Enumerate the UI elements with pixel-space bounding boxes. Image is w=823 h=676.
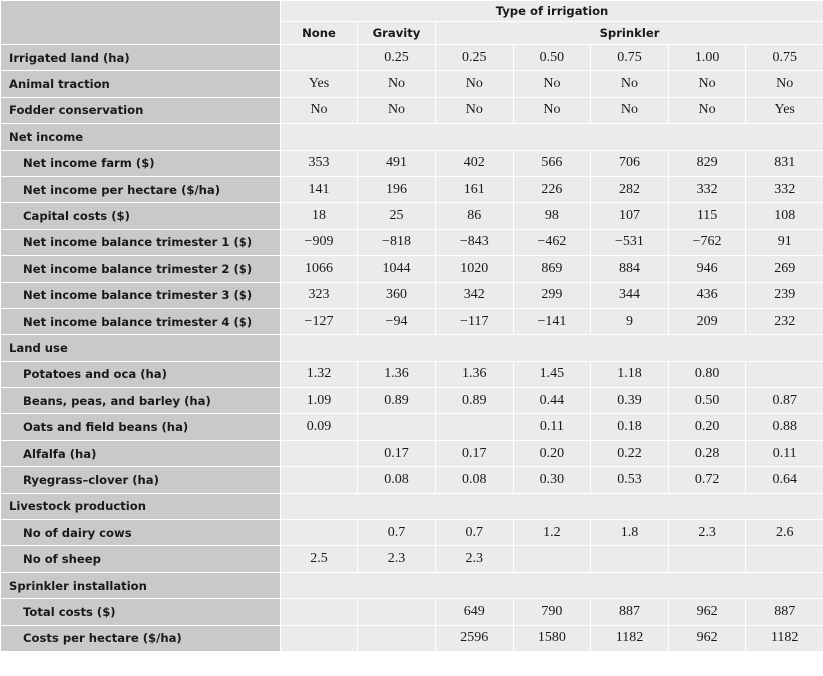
row-label: Net income balance trimester 2 ($) (1, 256, 281, 282)
table-cell (746, 361, 823, 387)
table-cell (358, 599, 436, 625)
table-cell: −909 (281, 229, 358, 255)
table-cell: 0.80 (668, 361, 746, 387)
table-cell: 196 (358, 176, 436, 202)
row-label: Oats and field beans (ha) (1, 414, 281, 440)
table-row (1, 71, 823, 97)
table-cell: 1.36 (436, 361, 514, 387)
table-cell (358, 414, 436, 440)
table-cell: Yes (281, 71, 358, 97)
row-label: Alfalfa (ha) (1, 440, 281, 466)
table-cell: 706 (591, 150, 669, 176)
table-cell: 91 (746, 229, 823, 255)
irrigation-type-heading: Type of irrigation (281, 1, 823, 22)
row-label: Ryegrass–clover (ha) (1, 467, 281, 493)
table-row (1, 440, 823, 466)
table-cell: 0.08 (358, 467, 436, 493)
table-row (1, 229, 823, 255)
row-label: Net income balance trimester 4 ($) (1, 308, 281, 334)
table-cell: 0.28 (668, 440, 746, 466)
table-cell: 269 (746, 256, 823, 282)
table-cell (281, 520, 358, 546)
row-label: Irrigated land (ha) (1, 45, 281, 71)
section-row (1, 493, 823, 519)
row-label: No of dairy cows (1, 520, 281, 546)
table-cell: 0.22 (591, 440, 669, 466)
table-cell: 332 (668, 176, 746, 202)
table-cell: −462 (513, 229, 591, 255)
table-cell (281, 45, 358, 71)
table-cell (281, 625, 358, 651)
table-row (1, 256, 823, 282)
table-cell: 0.25 (436, 45, 514, 71)
table-cell: 1182 (591, 625, 669, 651)
header-corner (1, 1, 281, 45)
table-cell (281, 599, 358, 625)
table-cell: 0.53 (591, 467, 669, 493)
table-row (1, 599, 823, 625)
table-cell: No (513, 97, 591, 123)
table-cell: 0.50 (668, 388, 746, 414)
table-cell: 2.3 (358, 546, 436, 572)
table-cell: 0.88 (746, 414, 823, 440)
table-cell: 884 (591, 256, 669, 282)
section-heading: Land use (1, 335, 281, 361)
table-cell: 790 (513, 599, 591, 625)
table-cell: 1.00 (668, 45, 746, 71)
table-cell: −141 (513, 308, 591, 334)
table-cell: 0.44 (513, 388, 591, 414)
table-cell: 1.36 (358, 361, 436, 387)
table-cell: 1066 (281, 256, 358, 282)
row-label: Costs per hectare ($/ha) (1, 625, 281, 651)
table-cell: 649 (436, 599, 514, 625)
header-row-group (1, 1, 823, 22)
table-cell: 0.20 (668, 414, 746, 440)
table-cell: No (668, 97, 746, 123)
table-cell: 491 (358, 150, 436, 176)
table-row (1, 150, 823, 176)
column-header-gravity: Gravity (358, 22, 436, 45)
table-row (1, 361, 823, 387)
table-cell: 107 (591, 203, 669, 229)
table-row (1, 203, 823, 229)
table-cell: 436 (668, 282, 746, 308)
table-cell: No (436, 97, 514, 123)
table-cell (746, 546, 823, 572)
table-cell: 1.32 (281, 361, 358, 387)
table-cell: −531 (591, 229, 669, 255)
row-label: Net income farm ($) (1, 150, 281, 176)
table-cell: 0.17 (436, 440, 514, 466)
table-cell: No (591, 97, 669, 123)
table-cell: 0.89 (358, 388, 436, 414)
table-cell: 0.17 (358, 440, 436, 466)
table-cell: 1.45 (513, 361, 591, 387)
table-cell: 887 (746, 599, 823, 625)
table-cell: 1020 (436, 256, 514, 282)
row-label: Net income balance trimester 1 ($) (1, 229, 281, 255)
table-cell: No (668, 71, 746, 97)
table-cell: 161 (436, 176, 514, 202)
table-cell: 209 (668, 308, 746, 334)
section-heading: Net income (1, 124, 281, 150)
table-cell: 344 (591, 282, 669, 308)
table-cell: Yes (746, 97, 823, 123)
table-cell: 86 (436, 203, 514, 229)
table-cell: 962 (668, 599, 746, 625)
table-cell: 299 (513, 282, 591, 308)
table-cell: 0.30 (513, 467, 591, 493)
table-cell: 0.50 (513, 45, 591, 71)
table-cell: 0.09 (281, 414, 358, 440)
table-body (1, 45, 823, 652)
table-cell: 2.3 (668, 520, 746, 546)
table-cell: 232 (746, 308, 823, 334)
table-cell: −843 (436, 229, 514, 255)
table-cell: 25 (358, 203, 436, 229)
table-row (1, 414, 823, 440)
table-cell: 2.3 (436, 546, 514, 572)
table-cell: 831 (746, 150, 823, 176)
table-cell: 1580 (513, 625, 591, 651)
table-cell: 1.8 (591, 520, 669, 546)
table-cell: No (746, 71, 823, 97)
table-cell: 1.18 (591, 361, 669, 387)
table-cell (591, 546, 669, 572)
table-cell: 0.7 (436, 520, 514, 546)
section-row (1, 335, 823, 361)
section-band (281, 335, 823, 361)
table-cell: 18 (281, 203, 358, 229)
table-cell (358, 625, 436, 651)
row-label: Total costs ($) (1, 599, 281, 625)
table-cell: 98 (513, 203, 591, 229)
table-cell: −127 (281, 308, 358, 334)
table-cell: 0.25 (358, 45, 436, 71)
row-label: Animal traction (1, 71, 281, 97)
table-cell: 342 (436, 282, 514, 308)
table-cell: 0.39 (591, 388, 669, 414)
table-row (1, 625, 823, 651)
section-band (281, 572, 823, 598)
section-row (1, 124, 823, 150)
table-cell: 0.87 (746, 388, 823, 414)
table-cell: 0.7 (358, 520, 436, 546)
table-cell (281, 440, 358, 466)
table-cell: No (358, 71, 436, 97)
table-cell: No (358, 97, 436, 123)
table-cell: 887 (591, 599, 669, 625)
table-cell: 115 (668, 203, 746, 229)
section-heading: Sprinkler installation (1, 572, 281, 598)
table-cell: −94 (358, 308, 436, 334)
column-header-sprinkler: Sprinkler (436, 22, 823, 45)
table-row (1, 97, 823, 123)
table-cell: 0.89 (436, 388, 514, 414)
table-row (1, 388, 823, 414)
table-cell: 141 (281, 176, 358, 202)
section-row (1, 572, 823, 598)
row-label: Fodder conservation (1, 97, 281, 123)
table-cell: 2.5 (281, 546, 358, 572)
table-cell: 0.75 (746, 45, 823, 71)
table-cell: 0.20 (513, 440, 591, 466)
table-cell: 1182 (746, 625, 823, 651)
table-cell: 0.08 (436, 467, 514, 493)
section-band (281, 124, 823, 150)
table-cell: 0.64 (746, 467, 823, 493)
table-row (1, 467, 823, 493)
row-label: Net income balance trimester 3 ($) (1, 282, 281, 308)
table-cell: 2596 (436, 625, 514, 651)
table-cell: 0.11 (513, 414, 591, 440)
table-cell: 402 (436, 150, 514, 176)
table-row (1, 282, 823, 308)
table-row (1, 45, 823, 71)
table-cell: 962 (668, 625, 746, 651)
table-cell: 1044 (358, 256, 436, 282)
section-heading: Livestock production (1, 493, 281, 519)
table-cell: 946 (668, 256, 746, 282)
table-cell: No (591, 71, 669, 97)
table-cell: 239 (746, 282, 823, 308)
table-cell: 0.75 (591, 45, 669, 71)
table-cell: 869 (513, 256, 591, 282)
table-cell: 226 (513, 176, 591, 202)
table-cell: 360 (358, 282, 436, 308)
table-cell: −762 (668, 229, 746, 255)
row-label: Potatoes and oca (ha) (1, 361, 281, 387)
table-cell: −818 (358, 229, 436, 255)
table-row (1, 308, 823, 334)
table-cell: 0.11 (746, 440, 823, 466)
table-cell (436, 414, 514, 440)
table-cell (668, 546, 746, 572)
table-cell: 332 (746, 176, 823, 202)
table-cell: 0.18 (591, 414, 669, 440)
section-band (281, 493, 823, 519)
table-cell: 566 (513, 150, 591, 176)
table-cell: 1.2 (513, 520, 591, 546)
table-cell: 0.72 (668, 467, 746, 493)
table-row (1, 546, 823, 572)
table-cell (281, 467, 358, 493)
row-label: Capital costs ($) (1, 203, 281, 229)
table-cell: −117 (436, 308, 514, 334)
table-cell: No (281, 97, 358, 123)
table-cell: No (513, 71, 591, 97)
table-cell: 282 (591, 176, 669, 202)
table-cell: 323 (281, 282, 358, 308)
table-row (1, 520, 823, 546)
row-label: Net income per hectare ($/ha) (1, 176, 281, 202)
table-cell: 2.6 (746, 520, 823, 546)
column-header-none: None (281, 22, 358, 45)
table-cell (513, 546, 591, 572)
table-cell: 108 (746, 203, 823, 229)
table-cell: No (436, 71, 514, 97)
table-cell: 353 (281, 150, 358, 176)
table-cell: 1.09 (281, 388, 358, 414)
row-label: No of sheep (1, 546, 281, 572)
row-label: Beans, peas, and barley (ha) (1, 388, 281, 414)
table-row (1, 176, 823, 202)
table-cell: 829 (668, 150, 746, 176)
table-cell: 9 (591, 308, 669, 334)
